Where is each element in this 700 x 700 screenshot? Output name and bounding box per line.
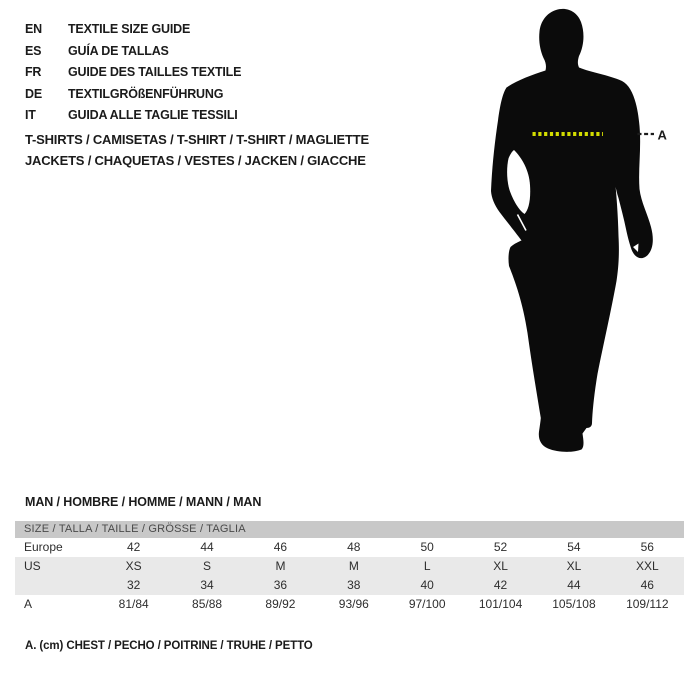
size-value: 44	[200, 540, 214, 554]
size-value: XS	[125, 559, 142, 573]
row-label: A	[24, 597, 33, 611]
language-label: GUIDA ALLE TAGLIE TESSILI	[68, 108, 238, 123]
man-silhouette	[491, 9, 653, 452]
language-code: DE	[25, 86, 42, 101]
size-table	[15, 521, 684, 614]
language-list	[25, 19, 241, 127]
size-value: 44	[567, 578, 581, 592]
language-code: FR	[25, 65, 42, 80]
language-row	[25, 19, 241, 41]
size-value: 52	[493, 540, 508, 554]
size-value: 50	[420, 540, 434, 554]
language-row	[25, 41, 241, 63]
size-value: 38	[347, 578, 361, 592]
size-value: M	[348, 559, 359, 573]
size-value: 46	[640, 578, 654, 592]
language-code: IT	[25, 108, 36, 123]
size-value: 101/104	[478, 597, 523, 611]
category-line: JACKETS / CHAQUETAS / VESTES / JACKEN / GIACCHE	[25, 153, 366, 168]
language-row	[25, 84, 241, 106]
size-value: M	[275, 559, 286, 573]
size-value: 34	[200, 578, 214, 592]
category-list	[25, 129, 369, 171]
table-row	[15, 538, 684, 557]
table-header: SIZE / TALLA / TAILLE / GRÖSSE / TAGLIA	[15, 521, 684, 538]
language-label: GUIDE DES TAILLES TEXTILE	[68, 65, 242, 80]
table-row	[15, 595, 684, 614]
size-value: XXL	[635, 559, 659, 573]
size-value: 93/96	[338, 597, 369, 611]
size-value: 48	[347, 540, 361, 554]
size-value: 97/100	[408, 597, 446, 611]
size-value: 105/108	[552, 597, 596, 611]
measure-label-a: A	[657, 127, 667, 143]
size-value: 40	[420, 578, 434, 592]
size-value: 54	[567, 540, 581, 554]
size-table-rows	[15, 538, 684, 614]
language-label: TEXTILGRÖßENFÜHRUNG	[68, 86, 224, 101]
size-value: 36	[273, 578, 288, 592]
measurement-footnote: A. (cm) CHEST / PECHO / POITRINE / TRUHE / PETTO	[25, 640, 313, 652]
size-value: XL	[493, 559, 508, 573]
size-value: S	[203, 559, 212, 573]
table-row	[15, 557, 684, 576]
size-value: 46	[273, 540, 288, 554]
gender-line: MAN / HOMBRE / HOMME / MANN / MAN	[25, 495, 262, 509]
size-value: 85/88	[192, 597, 223, 611]
size-value: 109/112	[626, 597, 669, 611]
language-code: EN	[25, 22, 42, 36]
row-label	[15, 576, 97, 595]
language-row	[25, 105, 241, 127]
size-value: 56	[640, 540, 654, 554]
size-value: 42	[493, 578, 508, 592]
table-row	[15, 576, 684, 595]
size-value: 42	[127, 540, 141, 554]
language-label: TEXTILE SIZE GUIDE	[68, 22, 191, 36]
language-label: GUÍA DE TALLAS	[68, 43, 169, 58]
language-code: ES	[25, 43, 42, 58]
size-value: L	[423, 559, 431, 573]
category-line: T-SHIRTS / CAMISETAS / T-SHIRT / T-SHIRT / MAGLIETTE	[25, 132, 369, 147]
row-label: US	[24, 559, 41, 573]
size-value: 32	[127, 578, 141, 592]
row-label: Europe	[24, 540, 63, 554]
size-value: 81/84	[118, 597, 149, 611]
size-value: XL	[566, 559, 582, 573]
language-row	[25, 62, 241, 84]
size-value: 89/92	[265, 597, 296, 611]
